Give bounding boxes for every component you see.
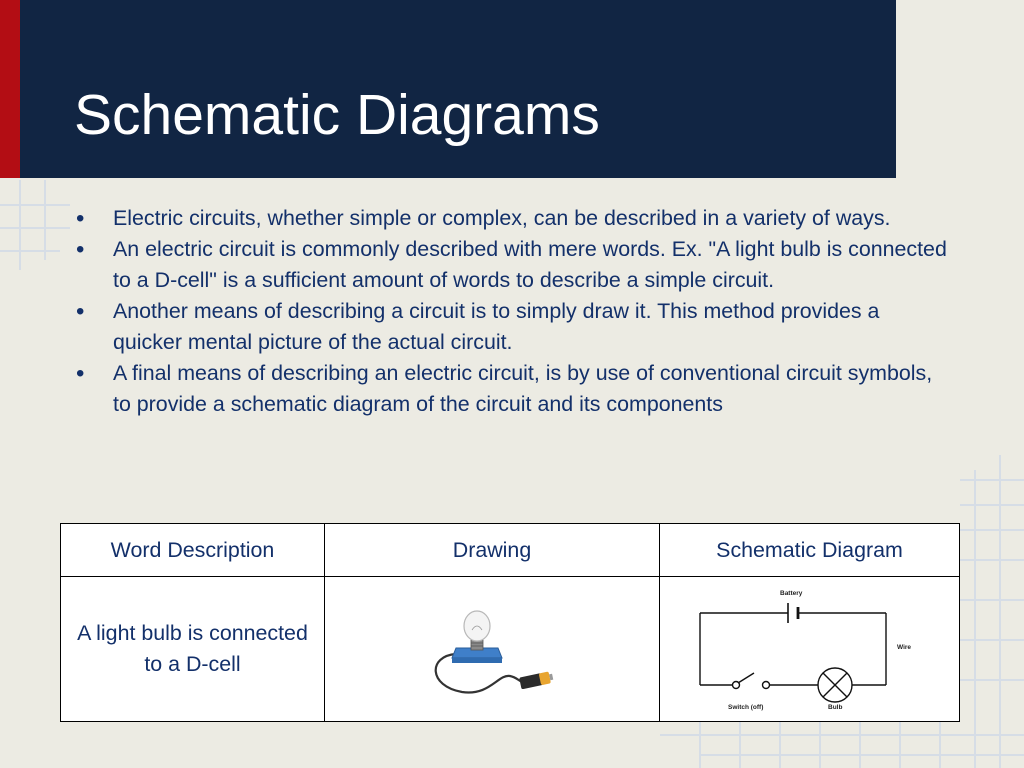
header-drawing: Drawing: [325, 524, 660, 577]
word-description-cell: [61, 577, 325, 722]
bullet-item: [74, 358, 954, 420]
bullet-item: [74, 203, 954, 234]
bullet-item: [74, 296, 954, 358]
battery-label: Battery: [779, 590, 802, 597]
bullet-dot-icon: •: [76, 205, 85, 232]
bullet-text: Electric circuits, whether simple or complex, can be described in a variety of ways.: [113, 206, 891, 230]
bulb-label: Bulb: [827, 704, 842, 711]
bullet-dot-icon: •: [76, 298, 85, 325]
bullet-dot-icon: •: [76, 360, 85, 387]
schematic-diagram-image: [682, 583, 938, 715]
header-word-description: Word Description: [61, 524, 325, 577]
schematic-cell: [660, 577, 960, 722]
table-header-row: [61, 524, 960, 577]
table-row: [61, 577, 960, 722]
bullet-text: An electric circuit is commonly described with mere words. Ex. "A light bulb is connected to a D-cell" is a sufficient amount of words to describe a simple circuit.: [113, 237, 947, 292]
wire-label: Wire: [896, 644, 911, 651]
comparison-table: [60, 523, 960, 722]
title-accent-bar: [0, 0, 20, 178]
light-bulb-drawing-image: [332, 588, 652, 710]
bullet-dot-icon: •: [76, 236, 85, 263]
word-description-text: A light bulb is connected to a D-cell: [77, 621, 308, 676]
bullet-text: Another means of describing a circuit is to simply draw it. This method provides a quicker mental picture of the actual circuit.: [113, 299, 880, 354]
switch-label: Switch (off): [727, 704, 763, 711]
slide-title: Schematic Diagrams: [74, 83, 600, 147]
header-schematic-diagram: Schematic Diagram: [660, 524, 960, 577]
bullet-item: [74, 234, 954, 296]
bullet-text: A final means of describing an electric circuit, is by use of conventional circuit symbols, to provide a schematic diagram of the circuit and its components: [113, 361, 933, 416]
bullet-list: [74, 203, 954, 420]
drawing-cell: [325, 577, 660, 722]
